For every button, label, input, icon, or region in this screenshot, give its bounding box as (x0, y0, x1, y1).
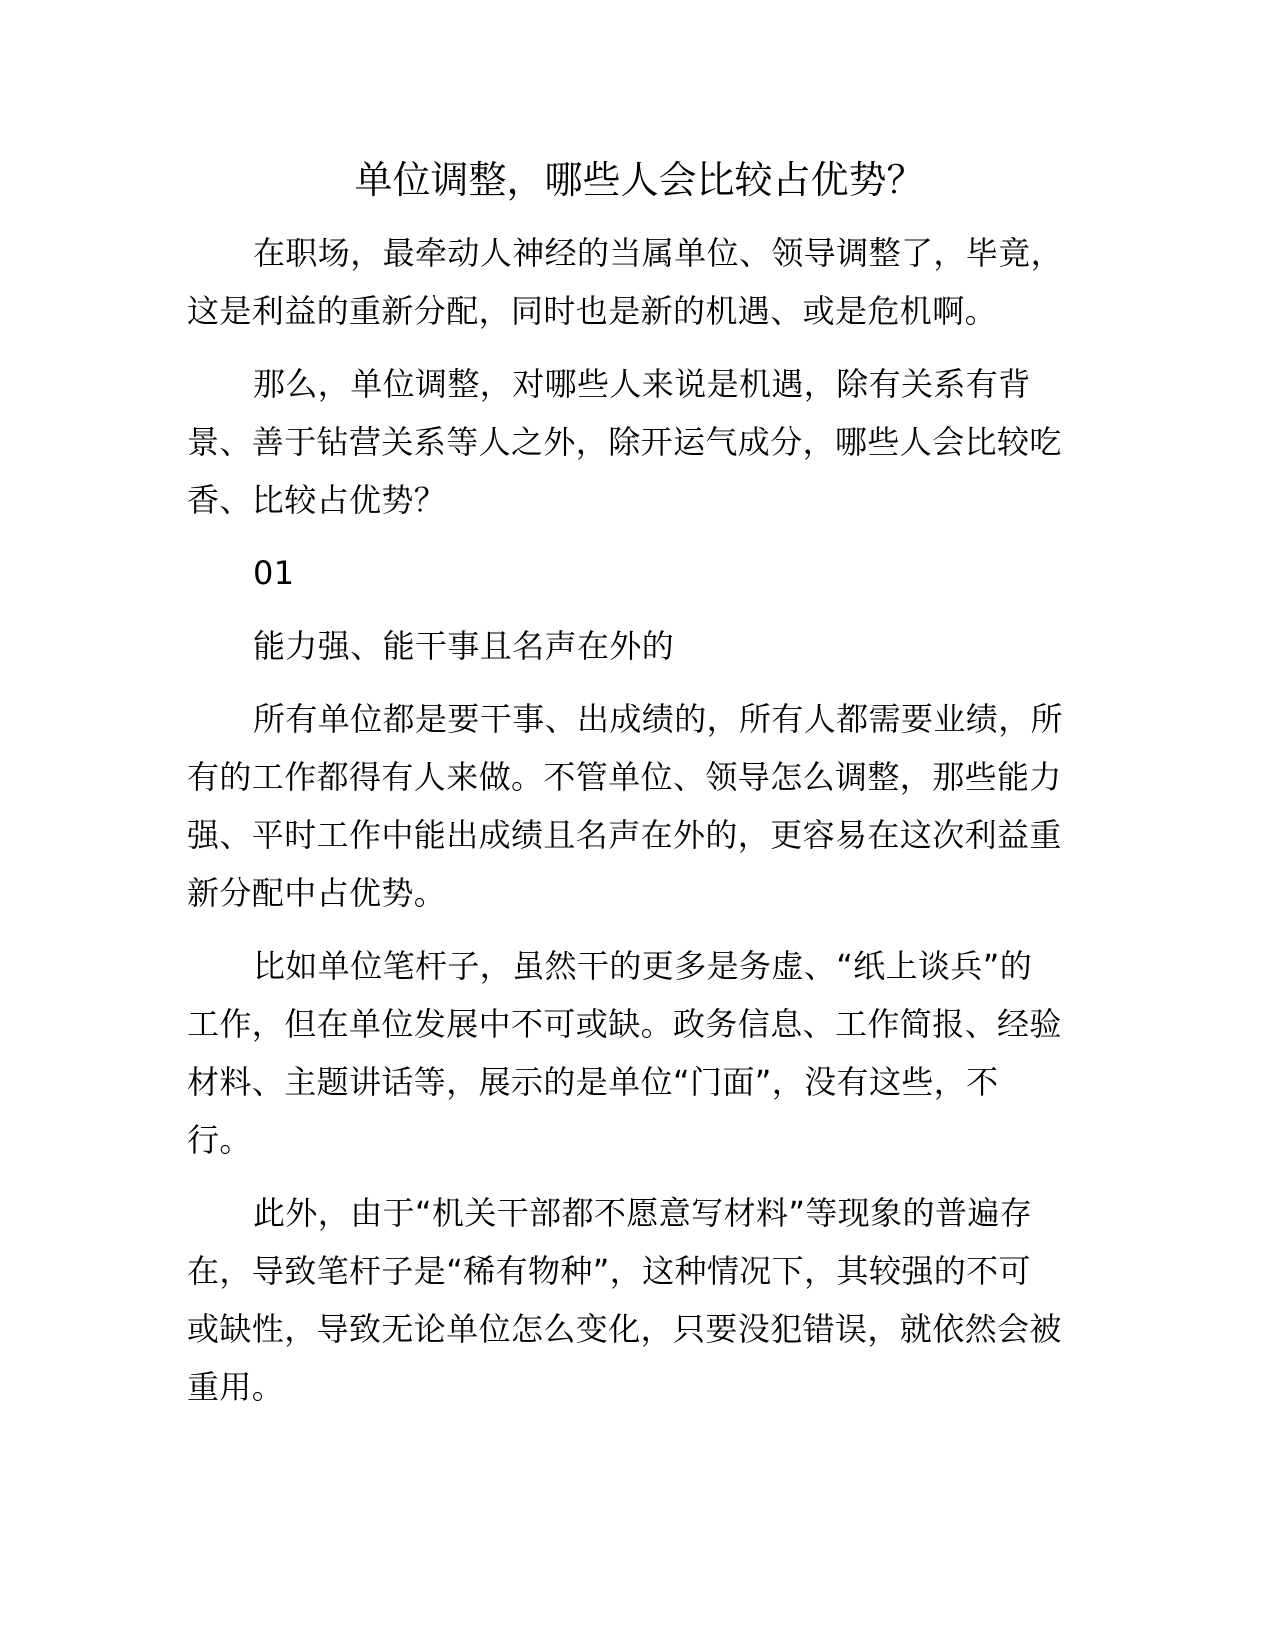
text-line: 行。 (187, 1121, 252, 1159)
paragraph-writer-scarcity (187, 1184, 1092, 1416)
paragraph-intro (187, 224, 1092, 340)
text-line: 新分配中占优势。 (187, 874, 447, 912)
text-line: 重用。 (187, 1368, 285, 1406)
paragraph-writer-example (187, 937, 1092, 1169)
text-line: 材料、主题讲话等，展示的是单位“门面”，没有这些，不 (187, 1063, 999, 1101)
text-line: 能力强、能干事且名声在外的 (253, 627, 675, 665)
section-heading (187, 617, 1092, 675)
document-body (187, 224, 1092, 1431)
text-line: 01 (253, 554, 295, 592)
text-line: 比如单位笔杆子，虽然干的更多是务虚、“纸上谈兵”的 (253, 947, 1033, 985)
document-title: 单位调整，哪些人会比较占优势？ (354, 158, 925, 202)
paragraph-question (187, 355, 1092, 529)
text-line: 工作，但在单位发展中不可或缺。政务信息、工作简报、经验 (187, 1005, 1062, 1043)
text-line: 所有单位都是要干事、出成绩的，所有人都需要业绩，所 (253, 700, 1064, 738)
text-line: 景、善于钻营关系等人之外，除开运气成分，哪些人会比较吃 (187, 423, 1062, 461)
text-line: 有的工作都得有人来做。不管单位、领导怎么调整，那些能力 (187, 758, 1062, 796)
text-line: 此外，由于“机关干部都不愿意写材料”等现象的普遍存 (253, 1194, 1033, 1232)
text-line: 那么，单位调整，对哪些人来说是机遇，除有关系有背 (253, 365, 1031, 403)
paragraph-ability (187, 690, 1092, 922)
text-line: 或缺性，导致无论单位怎么变化，只要没犯错误，就依然会被 (187, 1310, 1062, 1348)
text-line: 在职场，最牵动人神经的当属单位、领导调整了，毕竟， (253, 234, 1064, 272)
text-line: 这是利益的重新分配，同时也是新的机遇、或是危机啊。 (187, 292, 998, 330)
text-line: 强、平时工作中能出成绩且名声在外的，更容易在这次利益重 (187, 816, 1062, 854)
text-line: 香、比较占优势？ (187, 481, 447, 519)
text-line: 在，导致笔杆子是“稀有物种”，这种情况下，其较强的不可 (187, 1252, 1031, 1290)
section-number (187, 544, 1092, 602)
